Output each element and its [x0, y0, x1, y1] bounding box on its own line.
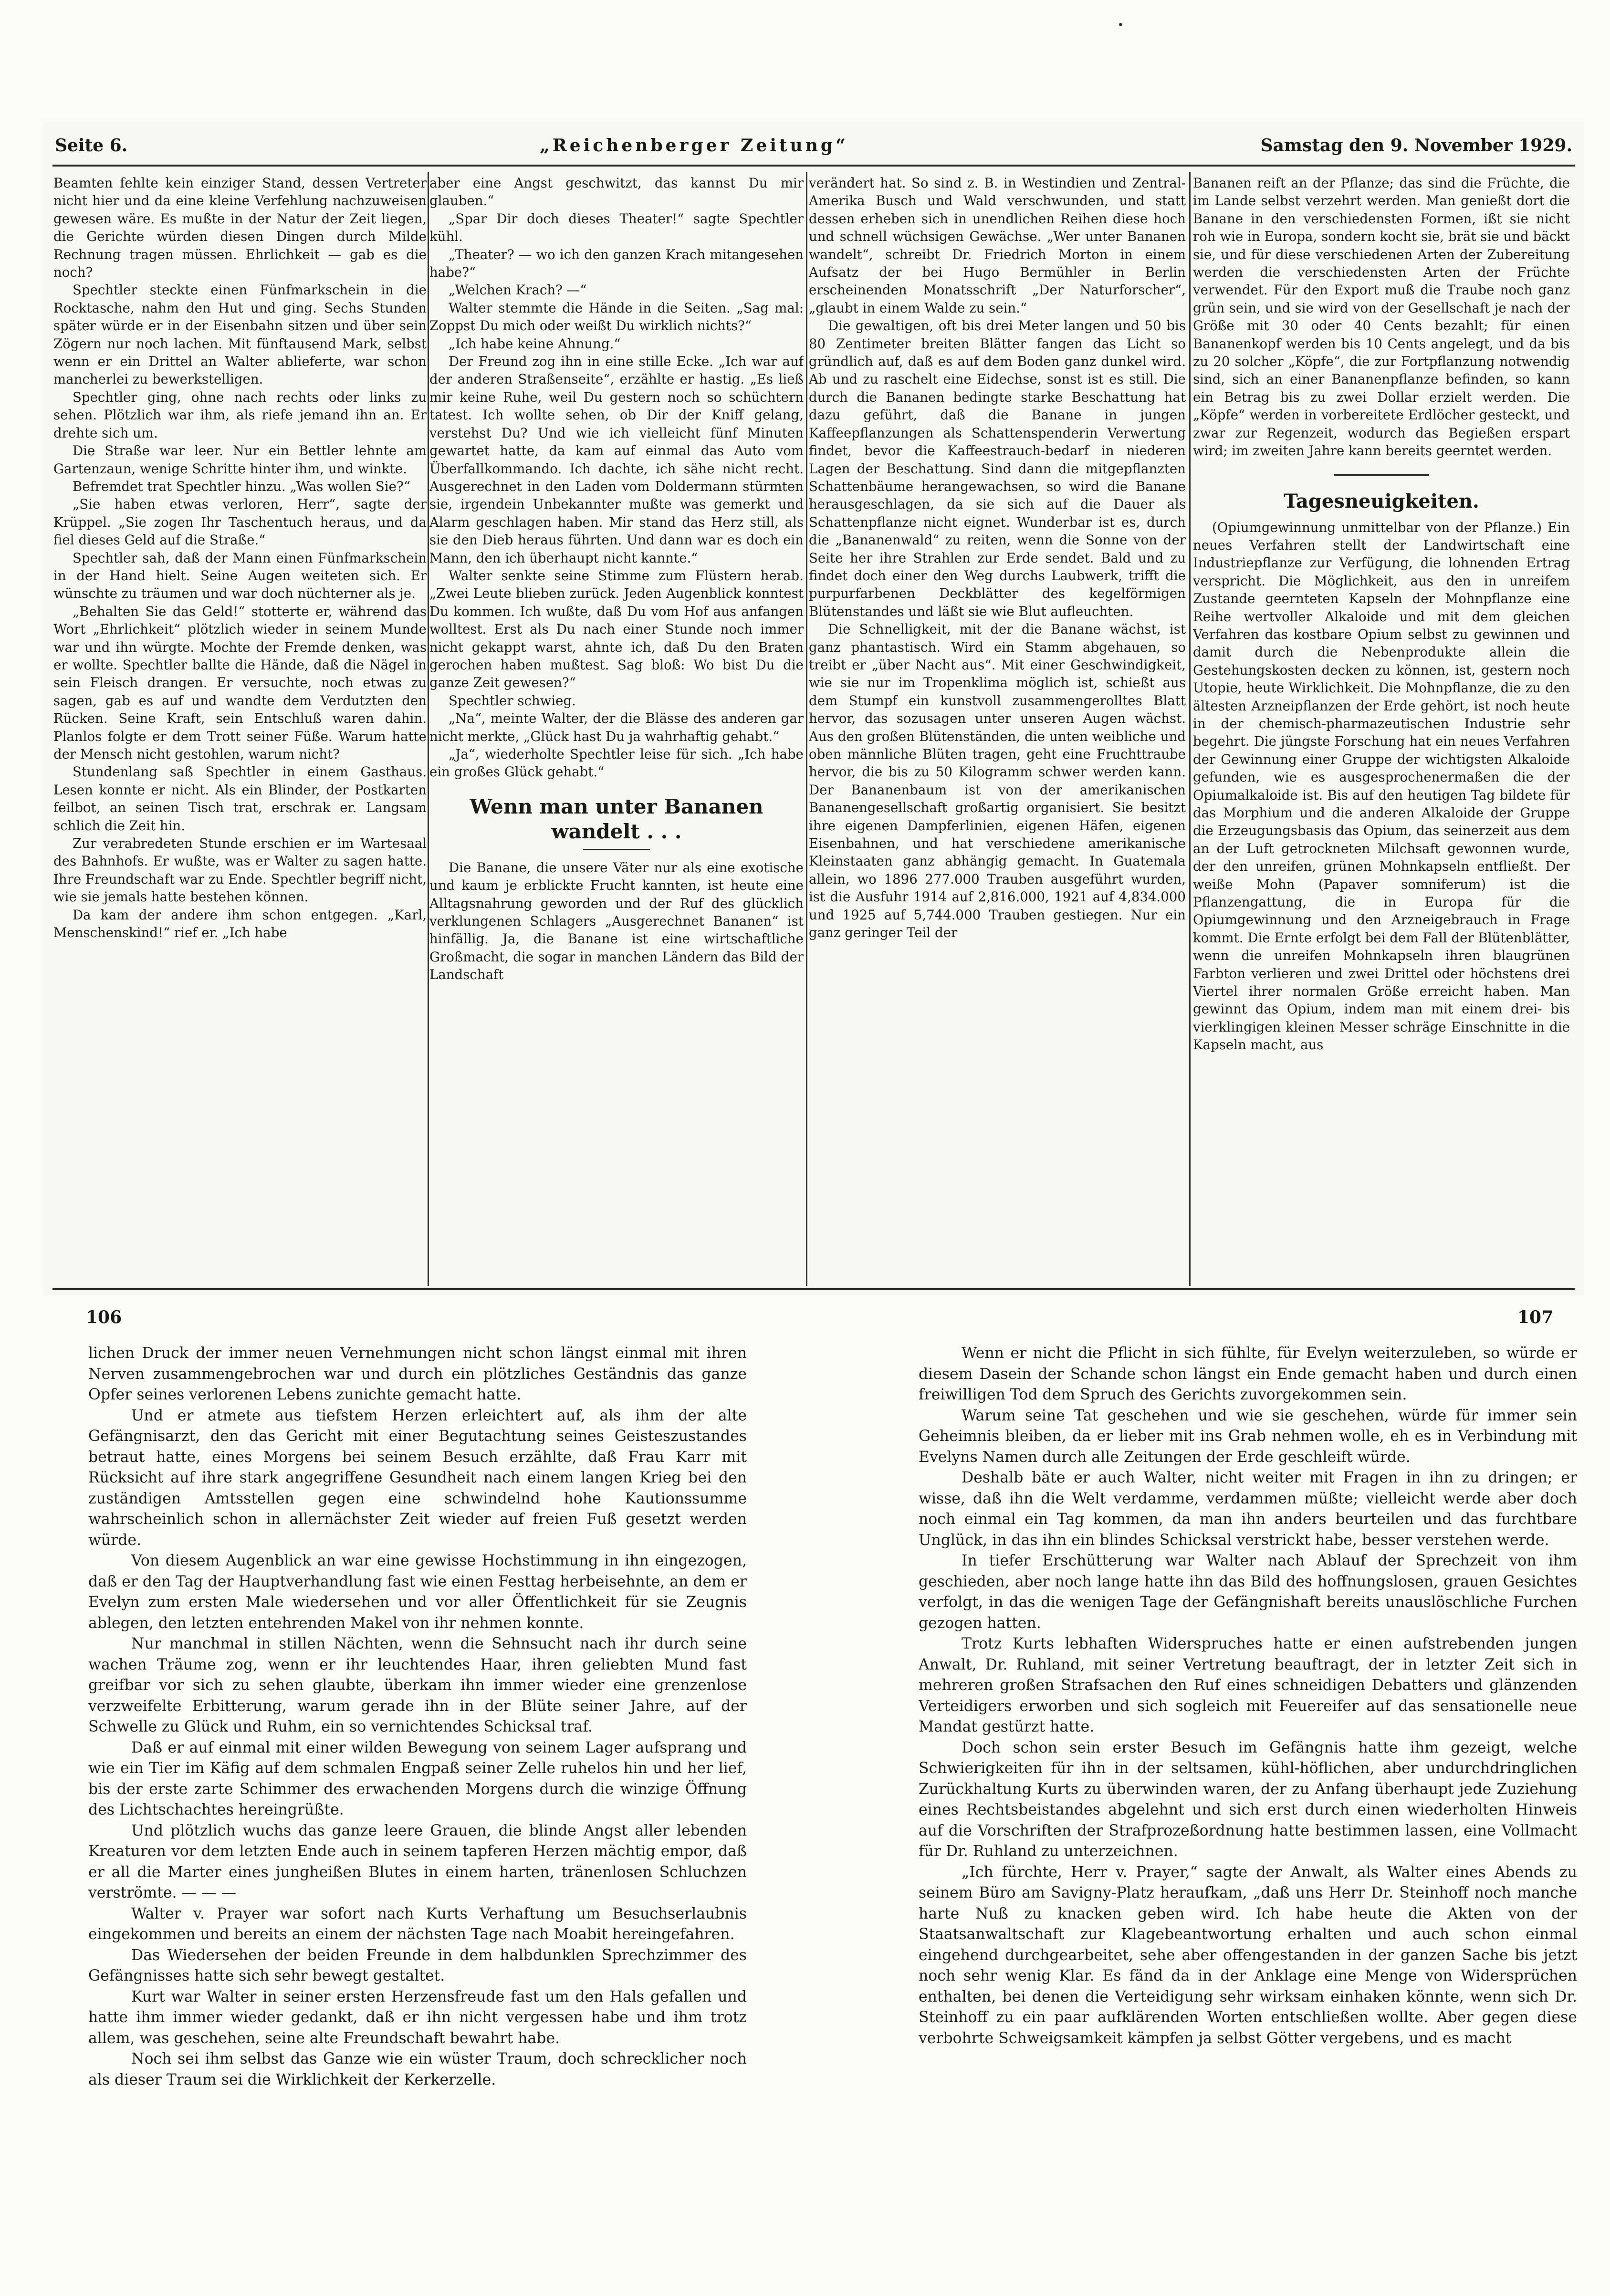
- paragraph: Zur verabredeten Stunde erschien er im Wartesaal des Bahnhofs. Er wußte, was er Walter zu sagen hatte. Ihre Freundschaft war zu Ende. Spechtler begriff nicht, wie sie jemals hatte bestehen können.: [53, 835, 427, 905]
- paragraph: Spechtler schwieg.: [449, 692, 576, 709]
- header-rule: [52, 165, 1575, 167]
- newspaper-column-3: [809, 174, 1186, 1286]
- paragraph: „Sie haben etwas verloren, Herr“, sagte der Krüppel. „Sie zogen Ihr Taschentuch heraus, und da fiel dieses Geld auf die Straße.“: [53, 496, 427, 548]
- section-rule: [1334, 474, 1429, 476]
- paragraph: „Ich fürchte, Herr v. Prayer,“ sagte der Anwalt, als Walter eines Abends zu seinem Büro am Savigny-Platz heraufkam, „daß uns Herr Dr. Steinhoff noch manche harte Nuß zu knacken geben wird. Ich habe heute die Akten von der Staatsanwaltschaft zur Klagebeantwortung erhalten und auch schon einmal eingehend durchgearbeitet, sehe aber offengestanden in der ganzen Sache bis jetzt noch sehr wenig Klar. Es fänd da in der Anklage eine Menge von Widersprüchen enthalten, bei denen die Verteidigung sehr wirksam einhaken könnte, wenn sich Dr. Steinhoff zu ein paar aufklärenden Worten entschließen wollte. Aber gegen diese verbohrte Schweigsamkeit kämpfen ja selbst Götter vergebens, und es macht: [919, 1863, 1577, 2047]
- paragraph: Das Wiedersehen der beiden Freunde in dem halbdunklen Sprechzimmer des Gefängnisses hatte sich sehr bewegt gestaltet.: [88, 1946, 747, 1984]
- paragraph: Walter v. Prayer war sofort nach Kurts Verhaftung um Besuchserlaubnis eingekommen und bereits an einem der nächsten Tage nach Moabit hereingefahren.: [88, 1905, 747, 1943]
- paragraph: Spechtler ging, ohne nach rechts oder links zu sehen. Plötzlich war ihm, als riefe jemand ihn an. Er drehte sich um.: [53, 389, 427, 441]
- paragraph: Wenn er nicht die Pflicht in sich fühlte, für Evelyn weiterzuleben, so würde er diesem Dasein der Schande schon längst ein Ende gemacht haben und durch einen freiwilligen Tod dem Spruch des Gerichts zuvorgekommen sein.: [919, 1345, 1577, 1403]
- paragraph: In tiefer Erschütterung war Walter nach Ablauf der Sprechzeit von ihm geschieden, aber noch lange hatte ihn das Bild des hoffnungslosen, grauen Gesichtes verfolgt, in das die wenigen Tage der Gefängnishaft bereits unauslöschliche Furchen gezogen hatten.: [919, 1552, 1577, 1632]
- header-page-label: Seite 6.: [55, 136, 128, 156]
- book-page-left: [88, 1343, 747, 2135]
- paragraph: Von diesem Augenblick an war eine gewisse Hochstimmung in ihn eingezogen, daß er den Tag der Hauptverhandlung fast wie einen Festtag herbeisehnte, an dem er Evelyn zum ersten Male wiedersehen und vor aller Öffentlichkeit für sie Zeugnis ablegen, den letzten entehrenden Makel von ihr nehmen konnte.: [88, 1552, 747, 1632]
- paragraph: Und plötzlich wuchs das ganze leere Grauen, die blinde Angst aller lebenden Kreaturen vor dem letzten Ende auch in seinem tapferen Herzen mächtig empor, daß er all die Marter eines jungheißen Blutes in einem harten, tränenlosen Schluchzen verströmte. — — —: [88, 1822, 747, 1901]
- paragraph: Und er atmete aus tiefstem Herzen erleichtert auf, als ihm der alte Gefängnisarzt, den das Gericht mit einer Begutachtung seines Geisteszustandes betraut hatte, eines Morgens bei seinem Besuch erzählte, daß Frau Karr mit Rücksicht auf ihre stark angegriffene Gesundheit nach einem langen Krieg bei den zuständigen Amtsstellen gegen eine schwindelnd hohe Kautionssumme wahrscheinlich schon in allernächster Zeit wieder auf freien Fuß gesetzt werden würde.: [88, 1407, 747, 1549]
- news-title: Tagesneuigkeiten.: [1284, 490, 1479, 512]
- paragraph: Spechtler sah, daß der Mann einen Fünfmarkschein in der Hand hielt. Seine Augen weiteten sich. Er wünschte zu träumen und war doch nüchterner als je.: [53, 550, 427, 602]
- page-number-right: 107: [1517, 1307, 1554, 1327]
- paragraph: „Ich habe keine Ahnung.“: [449, 335, 621, 352]
- paragraph: Deshalb bäte er auch Walter, nicht weiter mit Fragen in ihn zu dringen; er wisse, daß ihn die Welt verdamme, verdammen müßte; vielleicht werde aber doch noch einmal ein Tag kommen, da man ihn anders beurteilen und das furchtbare Unglück, in das ihn ein blindes Schicksal verstrickt habe, besser verstehen werde.: [919, 1469, 1577, 1549]
- paragraph: Da kam der andere ihm schon entgegen. „Karl, Menschenskind!“ rief er. „Ich habe: [53, 907, 427, 941]
- header-masthead: „Reichenberger Zeitung“: [540, 136, 848, 156]
- paragraph: Kurt war Walter in seiner ersten Herzensfreude fast um den Hals gefallen und hatte ihm immer wieder gedankt, daß er ihn nicht vergessen habe und ihm trotz allem, was geschehen, seine alte Freundschaft bewahrt habe.: [88, 1988, 747, 2047]
- column-divider: [428, 172, 429, 1286]
- paragraph: Walter senkte seine Stimme zum Flüstern herab. „Zwei Leute blieben zurück. Jeden Augenblick konntest Du kommen. Ich wußte, daß Du vom Hof aus anfangen wolltest. Erst als Du nach einer Stunde noch immer nicht gekappt warst, ahnte ich, daß Du den Braten gerochen haben mußtest. Sag bloß: Wo bist Du die ganze Zeit gewesen?“: [429, 567, 804, 691]
- paragraph: Beamten fehlte kein einziger Stand, dessen Vertreter nicht hier und da eine kleine Verfehlung nachzuweisen gewesen wäre. Es mußte in der Natur der Zeit liegen, die Gerichte würden diesen Dingen durch Milde Rechnung tragen müssen. Ehrlichkeit — gab es die noch?: [53, 175, 427, 281]
- paragraph: „Spar Dir doch dieses Theater!“ sagte Spechtler kühl.: [429, 210, 804, 245]
- paragraph: Daß er auf einmal mit einer wilden Bewegung von seinem Lager aufsprang und wie ein Tier im Käfig auf dem schmalen Engpaß seiner Zelle ruhelos hin und her lief, bis der erste zarte Schimmer des erwachenden Morgens durch die winzige Öffnung des Lichtschachtes hereingrüßte.: [88, 1739, 747, 1818]
- paragraph: Nur manchmal in stillen Nächten, wenn die Sehnsucht nach ihr durch seine wachen Träume zog, wenn er ihr leuchtendes Haar, ihren geliebten Mund fast greifbar vor sich zu sehen glaubte, überkam ihn immer wieder eine grenzenlose verzweifelte Erbitterung, warum gerade ihn in der Blüte seiner Jahre, auf der Schwelle zu Glück und Ruhm, ein so vernichtendes Schicksal traf.: [88, 1635, 747, 1735]
- column-divider: [1189, 172, 1191, 1286]
- paragraph: Warum seine Tat geschehen und wie sie geschehen, würde für immer sein Geheimnis bleiben, da er lieber mit ins Grab nehmen wolle, eh es in Verbindung mit Evelyns Namen durch alle Zeitungen der Erde geschleift würde.: [919, 1407, 1577, 1466]
- paragraph: „Theater? — wo ich den ganzen Krach mitangesehen habe?“: [429, 246, 804, 281]
- paragraph: Doch schon sein erster Besuch im Gefängnis hatte ihm gezeigt, welche Schwierigkeiten für ihn in der seltsamen, kühl-höflichen, aber undurchdringlichen Zurückhaltung Kurts zu überwinden waren, der zu Anfang überhaupt jede Zuziehung eines Rechtsbeistandes abgelehnt und sich erst durch einen wiederholten Hinweis auf die Vorschriften der Strafprozeßordnung hatte bestimmen lassen, eine Vollmacht für Dr. Ruhland zu unterzeichnen.: [919, 1739, 1577, 1860]
- paragraph: „Behalten Sie das Geld!“ stotterte er, während das Wort „Ehrlichkeit“ plötzlich wieder in seinem Munde war und ihn würgte. Mochte der Fremde denken, was er wollte. Spechtler ballte die Hände, daß die Nägel in sein Fleisch drangen. Er versuchte, noch etwas zu sagen, gab es auf und wandte dem Verdutzten den Rücken. Seine Kraft, sein Entschluß waren dahin. Planlos folgte er dem Trott seiner Füße. Warum hatte der Mensch nicht gestohlen, warum nicht?: [53, 603, 427, 762]
- paragraph: Bananen reift an der Pflanze; das sind die Früchte, die im Lande selbst verzehrt werden. Man genießt dort die Banane in den verschiedensten Formen, ißt sie nicht roh wie in Europa, sondern kocht sie, brät sie und bäckt sie, und für diese verschiedenen Arten der Zubereitung werden die verschiedensten Arten der Früchte verwendet. Für den Export muß die Traube noch ganz grün sein, und sie wird von der Gesellschaft je nach der Größe mit 30 oder 40 Cents bezahlt; für einen Bananenkopf werden bis 10 Cents angelegt, und da bis zu 20 solcher „Köpfe“, die zur Fortpflanzung notwendig sind, sich an einer Bananenpflanze befinden, so kann ein Betrag bis zu zwei Dollar erzielt werden. Die „Köpfe“ werden in vorbereitete Erdlöcher gesteckt, und zwar zur Regenzeit, wodurch das Begießen erspart wird; im zweiten Jahre kann bereits geerntet werden.: [1193, 175, 1570, 459]
- paragraph: Die Straße war leer. Nur ein Bettler lehnte am Gartenzaun, wenige Schritte hinter ihm, und winkte.: [53, 443, 427, 477]
- header-date: Samstag den 9. November 1929.: [1260, 136, 1572, 156]
- ink-dot: [1119, 23, 1122, 26]
- paragraph: Stundenlang saß Spechtler in einem Gasthaus. Lesen konnte er nicht. Als ein Blinder, der Postkarten feilbot, an seinen Tisch trat, erschrak er. Langsam schlich die Zeit hin.: [53, 764, 427, 834]
- newspaper-column-1: [53, 174, 427, 1286]
- paragraph: Walter stemmte die Hände in die Seiten. „Sag mal: Zoppst Du mich oder weißt Du wirklich nichts?“: [429, 300, 804, 334]
- paragraph: lichen Druck der immer neuen Vernehmungen nicht schon längst einmal mit ihren Nerven zusammengebrochen war und durch ein plötzliches Geständnis das ganze Opfer seines verlorenen Lebens zunichte gemacht hatte.: [88, 1345, 747, 1403]
- newspaper-column-2: [429, 174, 804, 1286]
- paragraph: „Welchen Krach? —“: [449, 282, 587, 298]
- paragraph: verändert hat. So sind z. B. in Westindien und Zentral-Amerika Busch und Wald verschwunden, und statt dessen erheben sich in unendlichen Reihen diese hoch und schnell wüchsigen Gewächse. „Wer unter Bananen wandelt“, schreibt Dr. Friedrich Morton in einem Aufsatz der bei Hugo Bermühler in Berlin erscheinenden Monatsschrift „Der Naturforscher“, „glaubt in einem Walde zu sein.“: [809, 175, 1186, 316]
- paragraph: Spechtler steckte einen Fünfmarkschein in die Rocktasche, nahm den Hut und ging. Sechs Stunden später würde er in der Eisenbahn sitzen und über sein Zögern nur noch lachen. Mit fünftausend Mark, selbst wenn er ein Drittel an Walter ablieferte, war schon mancherlei zu bewerkstelligen.: [53, 282, 427, 387]
- paragraph: Die Banane, die unsere Väter nur als eine exotische und kaum je erblickte Frucht kannten, ist heute eine Alltagsnahrung geworden und der Ruf des glücklich verklungenen Schlagers „Ausgerechnet Bananen“ ist hinfällig. Ja, die Banane ist eine wirtschaftliche Großmacht, die sogar in manchen Ländern das Bild der Landschaft: [429, 859, 804, 983]
- article-title: Wenn man unter Bananen wandelt . . .: [470, 794, 763, 843]
- column-divider: [806, 172, 807, 1286]
- paragraph: Befremdet trat Spechtler hinzu. „Was wollen Sie?“: [73, 478, 410, 494]
- paragraph: Die gewaltigen, oft bis drei Meter langen und 50 bis 80 Zentimeter breiten Blätter fangen das Licht so gründlich auf, daß es auf dem Boden ganz dunkel wird. Ab und zu raschelt eine Eidechse, sonst ist es still. Die durch die Bananen bedingte starke Beschattung hat dazu geführt, daß die Banane in jungen Kaffeepflanzungen als Schattenspenderin Verwertung findet, bevor die Kaffeestrauch-bedarf in niederen Lagen der Beschattung. Sind dann die mitgepflanzten Schattenbäume herangewachsen, so wird die Banane herausgeschlagen, da sie sich auf die Dauer als Schattenpflanze nicht eignet. Wunderbar ist es, durch die „Bananenwald“ zu reiten, wenn die Sonne von der Seite her ihre Strahlen zur Erde sendet. Bald und zu findet doch einer den Weg durchs Laubwerk, trifft die purpurfarbenen Deckblätter des kegelförmigen Blütenstandes und läßt sie wie Blut aufleuchten.: [809, 318, 1186, 619]
- paragraph: Noch sei ihm selbst das Ganze wie ein wüster Traum, doch schrecklicher noch als dieser Traum sei die Wirklichkeit der Kerkerzelle.: [88, 2050, 747, 2088]
- paragraph: „Ja“, wiederholte Spechtler leise für sich. „Ich habe ein großes Glück gehabt.“: [429, 746, 804, 780]
- page-number-left: 106: [86, 1307, 122, 1327]
- paragraph: Die Schnelligkeit, mit der die Banane wächst, ist ganz phantastisch. Wird ein Stamm abgehauen, so treibt er „über Nacht aus“. Mit einer Geschwindigkeit, wie sie nur im Tropenklima möglich ist, schießt aus dem Stumpf ein kunstvoll zusammengerolltes Blatt hervor, das sozusagen unter unseren Augen wächst. Aus den großen Blütenständen, die unten weibliche und oben männliche Blüten tragen, geht eine Fruchttraube hervor, die bis zu 50 Kilogramm schwer werden kann. Der Bananenbaum ist von der amerikanischen Bananengesellschaft großartig organisiert. Sie besitzt ihre eigenen Dampferlinien, eigenen Häfen, eigenen Eisenbahnen, und hat verschiedene amerikanische Kleinstaaten ganz abhängig gemacht. In Guatemala allein, wo 1896 277.000 Trauben ausgeführt wurden, ist die Ausfuhr 1914 auf 2,816.000, 1921 auf 4,834.000 und 1925 auf 5,744.000 Trauben gestiegen. Nur ein ganz geringer Teil der: [809, 621, 1186, 941]
- paragraph: (Opiumgewinnung unmittelbar von der Pflanze.) Ein neues Verfahren stellt der Landwirtschaft eine Industriepflanze zur Verfügung, die lohnenden Ertrag verspricht. Die Möglichkeit, aus den in unreifem Zustande geernteten Kapseln der Mohnpflanze eine Reihe wertvoller Alkaloide und mit dem gleichen Verfahren das kostbare Opium selbst zu gewinnen und damit durch die Nebenprodukte allein die Gestehungskosten decken zu können, ist, gestern noch Utopie, heute Wirklichkeit. Die Mohnpflanze, die zu den ältesten Arzneipflanzen der Erde gehört, ist noch heute in der chemisch-pharmazeutischen Industrie sehr begehrt. Die jüngste Forschung hat ein neues Verfahren der Gewinnung einer Gruppe der wichtigsten Alkaloide gefunden, wie es ausgesprochenermaßen die der Opiumalkaloide ist. Bis auf den heutigen Tag bildete für das Morphium und die anderen Alkaloide der Gruppe die Erzeugungsbasis das Opium, das seinerzeit aus dem an der Luft getrockneten Milchsaft gewonnen wurde, der den unreifen, grünen Mohnkapseln entfließt. Der weiße Mohn (Papaver somniferum) ist die Pflanzengattung, die in Europa für die Opiumgewinnung und den Arzneigebrauch in Frage kommt. Die Ernte erfolgt bei dem Fall der Blütenblätter, wenn die unreifen Mohnkapseln ihren blaugrünen Farbton verlieren und zwei Drittel oder höchstens drei Viertel ihrer normalen Größe erreicht haben. Man gewinnt das Opium, indem man mit einem drei- bis vierklingigen kleinen Messer schräge Einschnitte in die Kapseln macht, aus: [1193, 519, 1570, 1053]
- title-rule: [583, 849, 650, 850]
- paragraph: Trotz Kurts lebhaften Widerspruches hatte er einen aufstrebenden jungen Anwalt, Dr. Ruhland, mit seiner Vertretung beauftragt, der in letzter Zeit sich in mehreren großen Strafsachen den Ruf eines schneidigen Debatters und glänzenden Verteidigers erworben und sich sogleich mit Feuereifer auf das sensationelle neue Mandat gestürzt hatte.: [919, 1635, 1577, 1735]
- clipping-bottom-rule: [52, 1288, 1575, 1290]
- newspaper-header: [55, 129, 1572, 162]
- paragraph: „Na“, meinte Walter, der die Blässe des anderen gar nicht merkte, „Glück hast Du ja wahrhaftig gehabt.“: [429, 710, 804, 744]
- book-page-right: [919, 1343, 1577, 2135]
- newspaper-column-4: [1193, 174, 1570, 1286]
- paragraph: Der Freund zog ihn in eine stille Ecke. „Ich war auf der anderen Straßenseite“, erzählte er hastig. „Es ließ mir keine Ruhe, weil Du gestern noch so schüchtern tatest. Ich wollte sehen, ob Dir der Kniff gelang, verstehst Du? Und wie ich vielleicht fünf Minuten gewartet hatte, da kam auf einmal das Auto vom Überfallkommando. Ich dachte, ich sähe nicht recht. Ausgerechnet in den Laden vom Doldermann stürmten sie, irgendein Unbekannter mußte was gemerkt und Alarm geschlagen haben. Mir stand das Herz still, als sie den Dieb heraus führten. Und dann war es doch ein Mann, den ich überhaupt nicht kannte.“: [429, 354, 804, 566]
- paragraph: aber eine Angst geschwitzt, das kannst Du mir glauben.“: [429, 175, 804, 209]
